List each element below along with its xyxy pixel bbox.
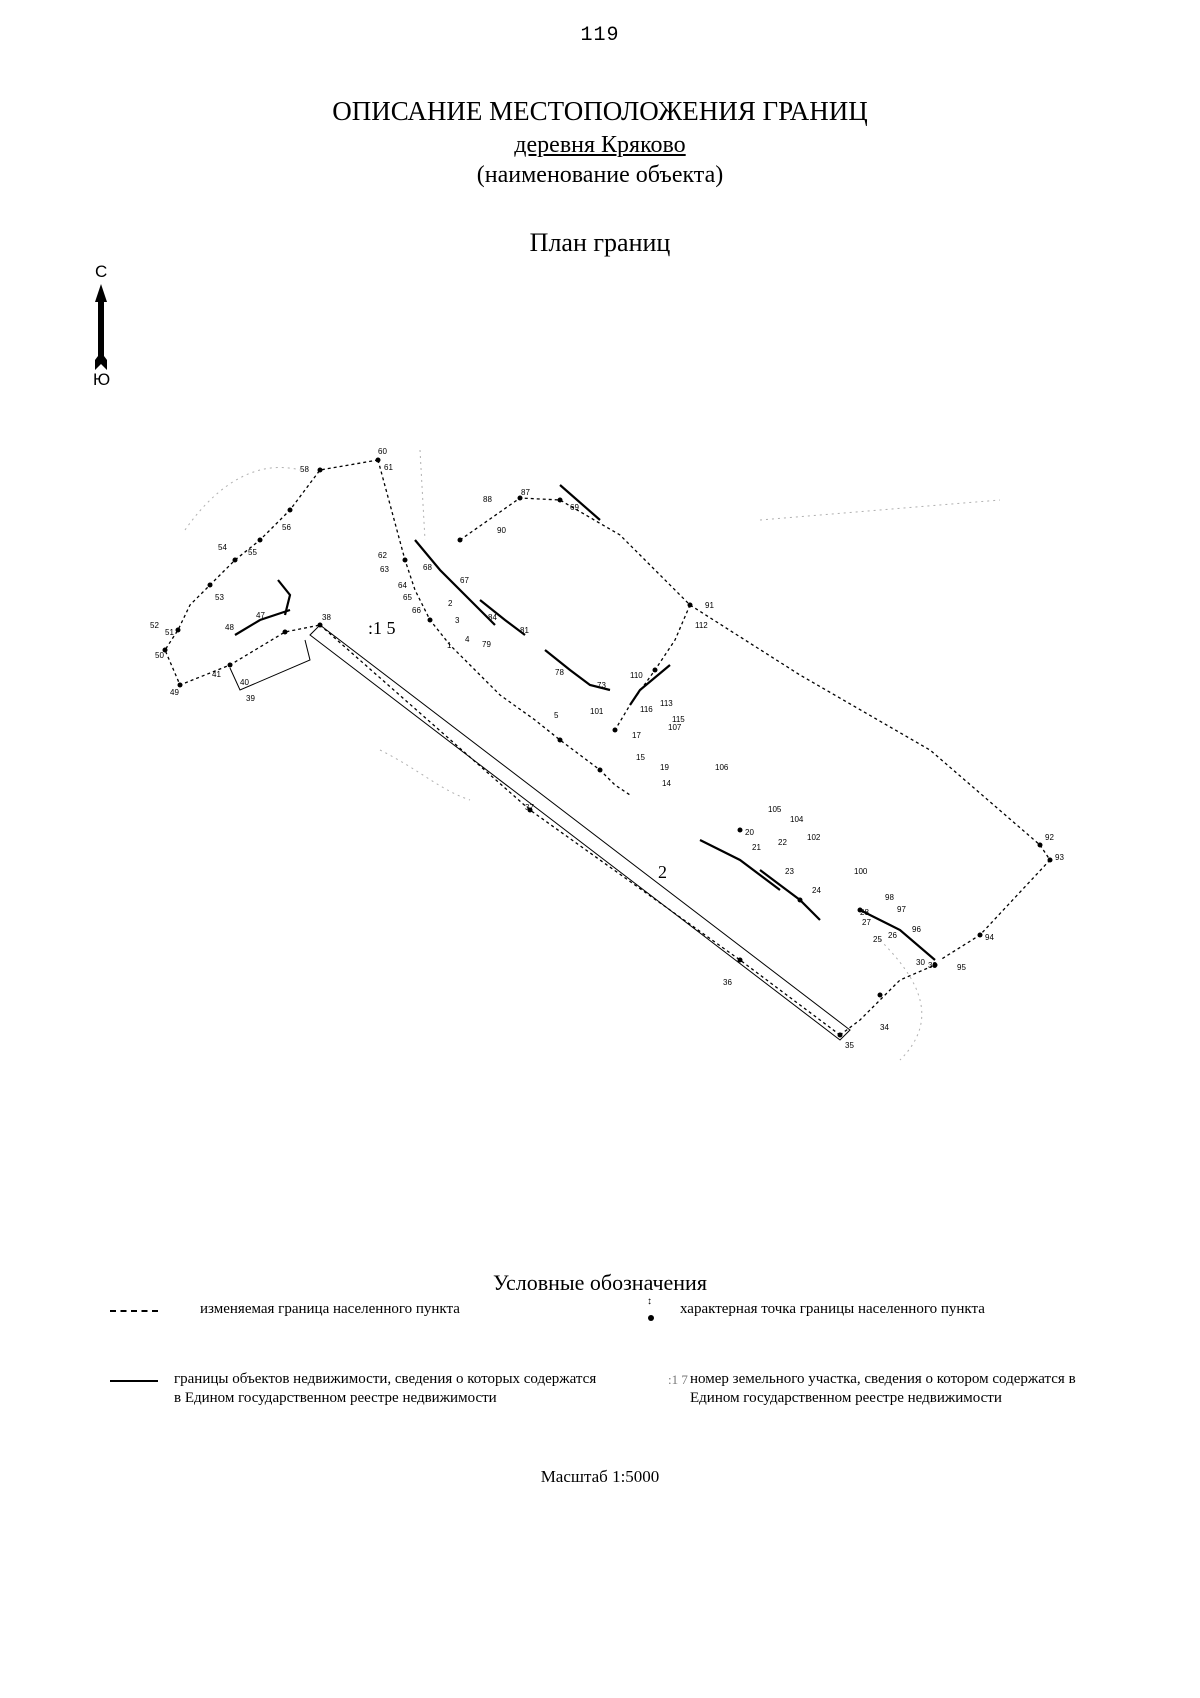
point-label: 23 [785,867,794,876]
parcel-frame [230,625,850,1040]
point-label: 65 [403,593,412,602]
point-label: 97 [897,905,906,914]
point-label: 78 [555,668,564,677]
point-label: 100 [854,867,868,876]
object-name [0,132,1200,159]
point-label: 88 [483,495,492,504]
point-label: 27 [862,918,871,927]
boundary-plan-map [0,420,1200,1140]
legend-solid-line-symbol [110,1380,158,1382]
point-label: 60 [378,447,387,456]
real-estate-boundaries [235,485,935,960]
point-label: 22 [778,838,787,847]
point-label: 41 [212,670,221,679]
point-label: 56 [282,523,291,532]
legend-dashed-line-symbol [110,1310,158,1312]
point-label: 37 [525,803,534,812]
point-label: 61 [384,463,393,472]
point-label: 5 [554,711,559,720]
point-label: 110 [630,671,643,680]
legend-title: Условные обозначения [493,1270,707,1295]
point-label: 101 [590,707,604,716]
point-label: 15 [636,753,645,762]
faint-traces [185,450,1000,1060]
point-label: 24 [812,886,821,895]
arrow-icon [86,284,116,384]
point-label: 115 [672,715,685,724]
point-label: 50 [155,651,164,660]
object-caption: (наименование объекта) [476,162,724,188]
parcel-number-label: :1 5 [368,618,396,638]
point-label: 55 [248,548,257,557]
point-label: 51 [165,628,174,637]
legend-item-parcel-number: номер земельного участка, сведения о котором содержатся в Едином государственном реестре недвижимости [690,1371,1076,1406]
point-label: 26 [888,931,897,940]
point-label: 28 [860,908,869,917]
point-label: 116 [640,705,653,714]
point-label: 107 [668,723,682,732]
point-label: 34 [880,1023,889,1032]
point-label: 14 [662,779,671,788]
compass-north-label: С [95,262,108,281]
svg-text:↕: ↕ [647,1296,652,1307]
point-label: 69 [570,503,579,512]
point-label: 54 [218,543,227,552]
point-label: 106 [715,763,729,772]
map-scale: Масштаб 1:5000 [540,1467,660,1486]
point-label: 36 [723,978,732,987]
object-name-text: деревня Кряково [514,132,686,158]
point-label: 62 [378,551,387,560]
point-label: 19 [660,763,669,772]
point-label: 4 [465,635,470,644]
legend-item-real-estate-boundaries: границы объектов недвижимости, сведения о которых содержатся в Едином государственном реестре недвижимости [174,1371,597,1406]
point-label: 48 [225,623,234,632]
point-label: 58 [300,465,309,474]
legend-item-point: характерная точка границы населенного пункта [680,1301,985,1317]
parcel-number-symbol-icon: :1 7 [668,1372,688,1387]
point-label: 84 [488,613,497,622]
point-label: 95 [957,963,966,972]
point-label: 49 [170,688,179,697]
point-label: 1 [447,641,452,650]
point-label: 63 [380,565,389,574]
point-label: 47 [256,611,265,620]
boundary-points [163,458,1053,1038]
point-label: 104 [790,815,804,824]
point-label: 87 [521,488,530,497]
point-label: 105 [768,805,782,814]
point-label: 68 [423,563,432,572]
point-label: 40 [240,678,249,687]
north-arrow-icon [86,262,116,392]
compass-south-label: Ю [93,370,111,389]
point-label: 64 [398,581,407,590]
point-label: 92 [1045,833,1054,842]
legend-item-changed-boundary: изменяемая граница населенного пункта [200,1301,460,1317]
point-label: 25 [873,935,882,944]
point-label: 39 [246,694,255,703]
point-label: 90 [497,526,506,535]
plan-title: План границ [529,228,671,257]
document-title: ОПИСАНИЕ МЕСТОПОЛОЖЕНИЯ ГРАНИЦ [332,96,868,126]
point-label: 94 [985,933,994,942]
point-label: 93 [1055,853,1064,862]
point-label: 17 [632,731,641,740]
settlement-boundary [165,460,1050,1035]
point-label: 81 [520,626,529,635]
point-label: 98 [885,893,894,902]
point-label: 113 [660,699,673,708]
point-label: 38 [322,613,331,622]
point-label: 91 [705,601,714,610]
point-marker-icon [645,1294,661,1326]
point-label: 112 [695,621,708,630]
point-label: 3 [455,616,460,625]
point-label: 21 [752,843,761,852]
point-label: 96 [912,925,921,934]
point-label: 66 [412,606,421,615]
parcel-numbers [368,618,667,882]
parcel-number-label: 2 [658,862,667,882]
point-label: 33 [928,961,937,970]
point-label: 20 [745,828,754,837]
point-label: 79 [482,640,491,649]
point-label: 73 [597,681,606,690]
point-label: 53 [215,593,224,602]
point-label: 52 [150,621,159,630]
point-label: 30 [916,958,925,967]
point-label: 67 [460,576,469,585]
point-label: 2 [448,599,453,608]
point-label: 35 [845,1041,854,1050]
point-label: 102 [807,833,821,842]
page-number: 119 [580,24,620,47]
